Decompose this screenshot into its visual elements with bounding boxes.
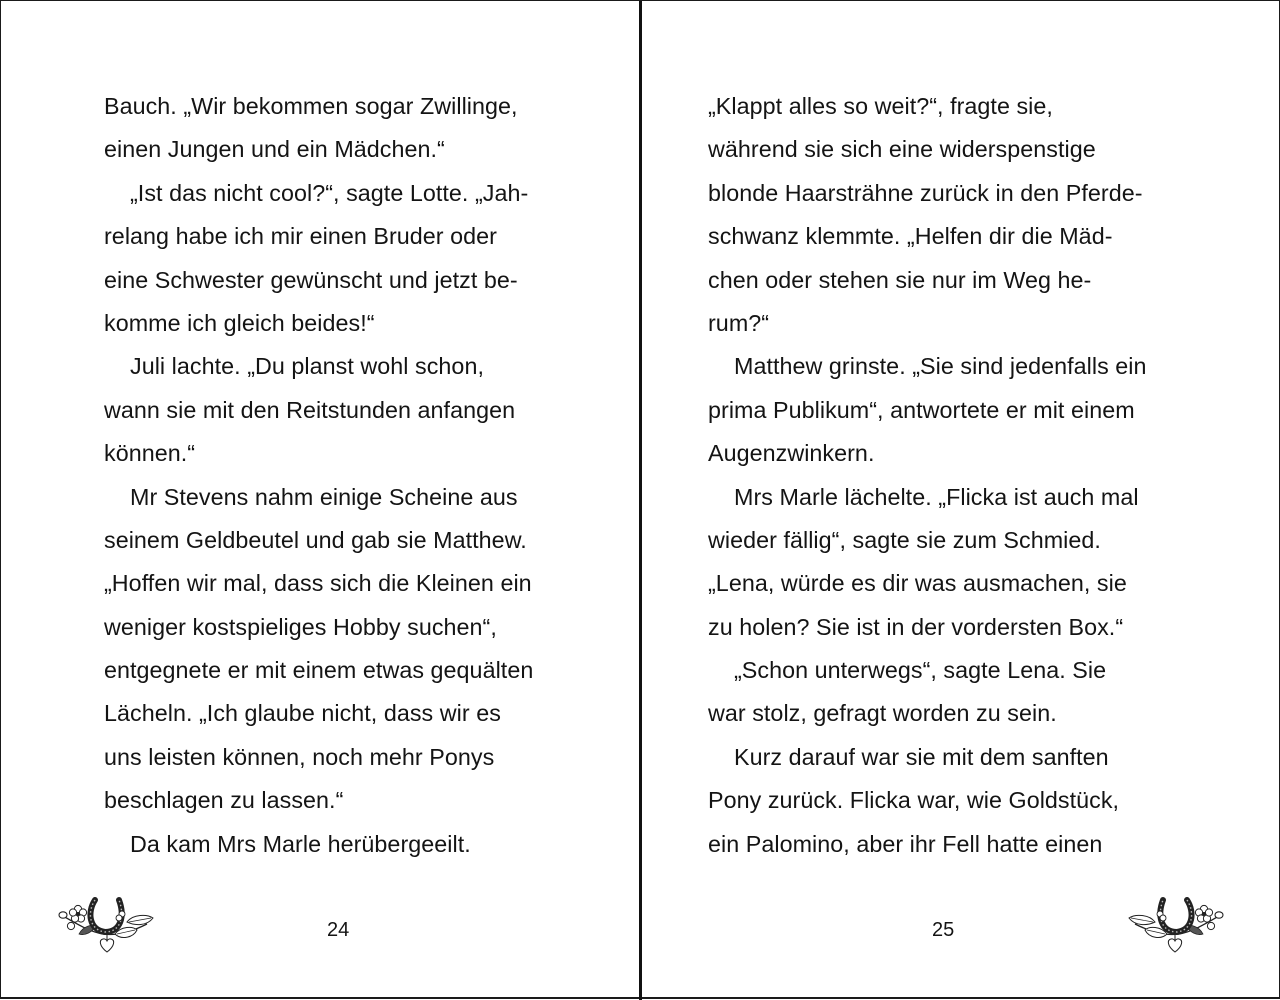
text-line: ein Palomino, aber ihr Fell hatte einen xyxy=(708,830,1103,857)
text-line: komme ich gleich beides!“ xyxy=(104,309,375,336)
text-line: „Hoffen wir mal, dass sich die Kleinen ein xyxy=(104,570,532,597)
text-line: „Lena, würde es dir was ausmachen, sie xyxy=(708,570,1127,597)
text-line: eine Schwester gewünscht und jetzt be- xyxy=(104,266,518,293)
text-line: „Schon unterwegs“, sagte Lena. Sie xyxy=(734,657,1107,684)
text-line: Mr Stevens nahm einige Scheine aus xyxy=(130,483,518,510)
text-line: zu holen? Sie ist in der vordersten Box.“ xyxy=(708,613,1124,640)
right-page xyxy=(642,1,1280,1000)
text-line: relang habe ich mir einen Bruder oder xyxy=(104,223,497,250)
text-line: „Ist das nicht cool?“, sagte Lotte. „Jah- xyxy=(130,179,529,206)
text-line: Augenzwinkern. xyxy=(708,440,875,467)
text-line: Kurz darauf war sie mit dem sanften xyxy=(734,743,1109,770)
text-line: Lächeln. „Ich glaube nicht, dass wir es xyxy=(104,700,501,727)
text-line: wann sie mit den Reitstunden anfangen xyxy=(104,396,516,423)
horseshoe-with-blossoms-icon xyxy=(1127,894,1227,956)
text-line: seinem Geldbeutel und gab sie Matthew. xyxy=(104,526,527,553)
text-line: während sie sich eine widerspenstige xyxy=(708,136,1096,163)
text-line: Pony zurück. Flicka war, wie Goldstück, xyxy=(708,787,1120,814)
text-line: einen Jungen und ein Mädchen.“ xyxy=(104,136,445,163)
page-number: 25 xyxy=(932,919,955,941)
text-line: uns leisten können, noch mehr Ponys xyxy=(104,743,495,770)
text-line: blonde Haarsträhne zurück in den Pferde- xyxy=(708,179,1143,206)
text-line: schwanz klemmte. „Helfen dir die Mäd- xyxy=(708,223,1113,250)
text-line: Mrs Marle lächelte. „Flicka ist auch mal xyxy=(734,483,1139,510)
text-line: „Klappt alles so weit?“, fragte sie, xyxy=(708,93,1053,119)
text-line: entgegnete er mit einem etwas gequälten xyxy=(104,657,534,684)
text-line: war stolz, gefragt worden zu sein. xyxy=(708,700,1057,727)
right-page-text xyxy=(708,85,1147,866)
text-line: können.“ xyxy=(104,440,196,467)
text-line: weniger kostspieliges Hobby suchen“, xyxy=(104,613,497,640)
left-page xyxy=(1,1,639,1000)
text-line: Bauch. „Wir bekommen sogar Zwillinge, xyxy=(104,93,518,119)
text-line: wieder fällig“, sagte sie zum Schmied. xyxy=(708,526,1101,553)
text-line: Juli lachte. „Du planst wohl schon, xyxy=(130,353,484,380)
horseshoe-with-blossoms-icon xyxy=(55,894,155,956)
page-number: 24 xyxy=(327,919,350,941)
text-line: Matthew grinste. „Sie sind jedenfalls ein xyxy=(734,353,1147,380)
text-line: chen oder stehen sie nur im Weg he- xyxy=(708,266,1092,293)
text-line: rum?“ xyxy=(708,309,770,336)
text-line: beschlagen zu lassen.“ xyxy=(104,787,344,814)
text-line: Da kam Mrs Marle herübergeeilt. xyxy=(130,830,471,857)
left-page-text xyxy=(104,85,533,866)
text-line: prima Publikum“, antwortete er mit einem xyxy=(708,396,1135,423)
